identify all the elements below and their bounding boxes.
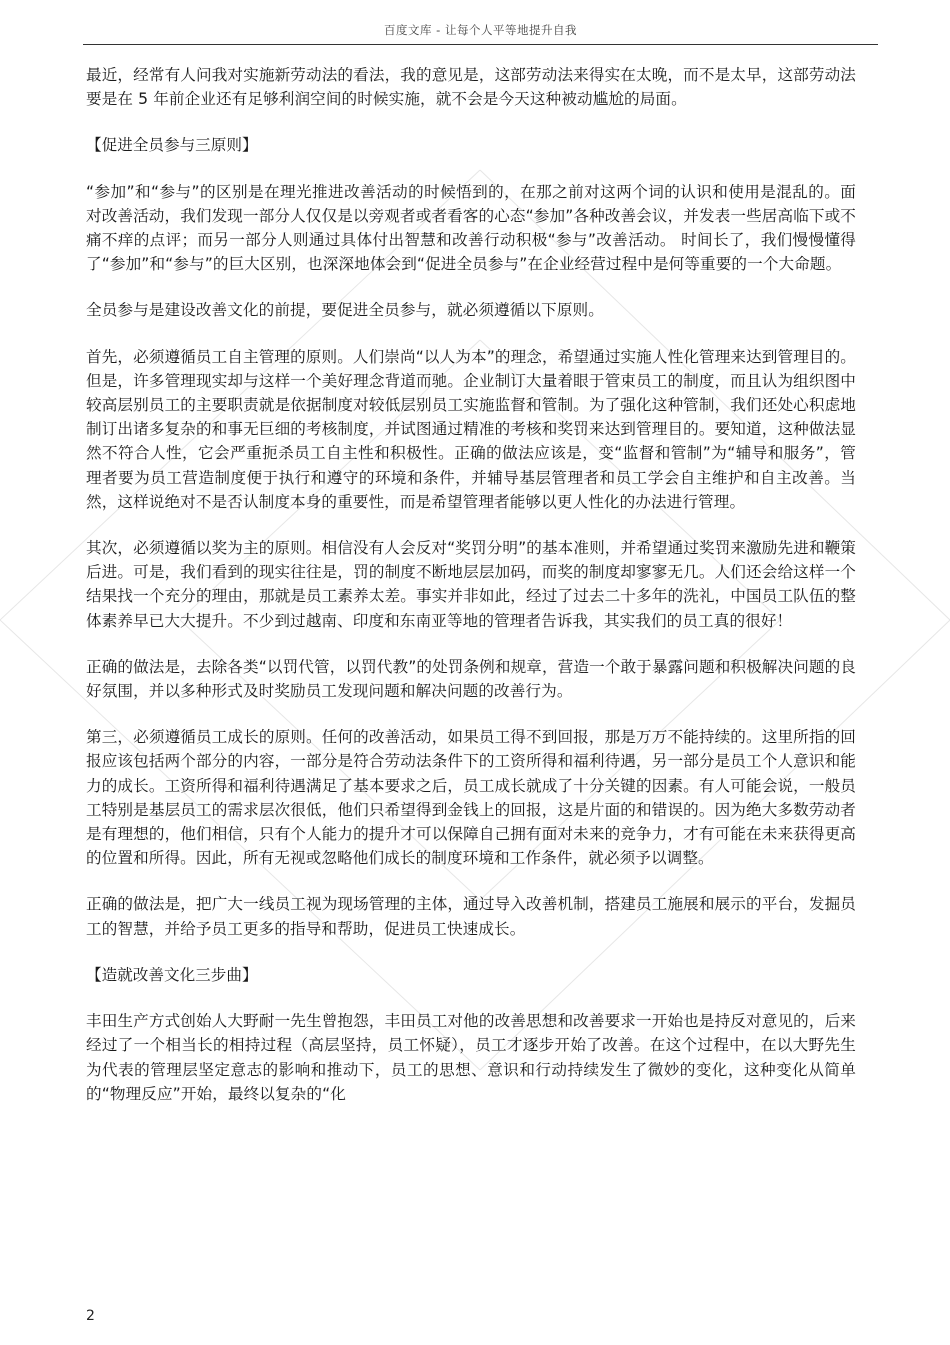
document-body (86, 63, 856, 1128)
paragraph: “参加”和“参与”的区别是在理光推进改善活动的时候悟到的，在那之前对这两个词的认识和使用是混乱的。面对改善活动，我们发现一部分人仅仅是以旁观者或者看客的心态“参加”各种改善会议，并发表一些居高临下或不痛不痒的点评；而另一部分人则通过具体付出智慧和改善行动积极“参与”改善活动。 时间长了，我们慢慢懂得了“参加”和“参与”的巨大区别，也深深地体会到“促进全员参与”在企业经营过程中是何等重要的一个大命题。 (86, 182, 856, 274)
paragraph: 第三，必须遵循员工成长的原则。任何的改善活动，如果员工得不到回报，那是万万不能持续的。这里所指的回报应该包括两个部分的内容，一部分是符合劳动法条件下的工资所得和福利待遇，另一部分是员工个人意识和能力的成长。工资所得和福利待遇满足了基本要求之后，员工成长就成了十分关键的因素。有人可能会说，一般员工特别是基层员工的需求层次很低，他们只希望得到金钱上的回报，这是片面的和错误的。因为绝大多数劳动者是有理想的，他们相信，只有个人能力的提升才可以保障自己拥有面对未来的竞争力，才有可能在未来获得更高的位置和所得。因此，所有无视或忽略他们成长的制度环境和工作条件，就必须予以调整。 (86, 728, 856, 868)
section-heading: 【造就改善文化三步曲】 (86, 965, 258, 984)
paragraph: 其次，必须遵循以奖为主的原则。相信没有人会反对“奖罚分明”的基本准则，并希望通过奖罚来激励先进和鞭策后进。可是，我们看到的现实往往是，罚的制度不断地层层加码，而奖的制度却寥寥无几。人们还会给这样一个结果找一个充分的理由，那就是员工素养太差。事实并非如此，经过了过去二十多年的洗礼，中国员工队伍的整体素养早已大大提升。不少到过越南、印度和东南亚等地的管理者告诉我，其实我们的员工真的很好！ (86, 539, 856, 630)
header-divider (83, 44, 878, 45)
page-number: 2 (86, 1308, 95, 1324)
page-header: 百度文库 - 让每个人平等地提升自我 (384, 23, 577, 37)
section-heading: 【促进全员参与三原则】 (86, 136, 258, 155)
paragraph: 首先，必须遵循员工自主管理的原则。人们崇尚“以人为本”的理念，希望通过实施人性化管理来达到管理目的。但是，许多管理现实却与这样一个美好理念背道而驰。企业制订大量着眼于管束员工的制度，而且认为组织图中较高层别员工的主要职责就是依据制度对较低层别员工实施监督和管制。为了强化这种管制，我们还处心积虑地制订出诸多复杂的和事无巨细的考核制度，并试图通过精准的考核和奖罚来达到管理目的。要知道，这种做法显然不符合人性，它会严重扼杀员工自主性和积极性。正确的做法应该是，变“监督和管制”为“辅导和服务”，管理者要为员工营造制度便于执行和遵守的环境和条件，并辅导基层管理者和员工学会自主维护和自主改善。当然，这样说绝对不是否认制度本身的重要性，而是希望管理者能够以更人性化的办法进行管理。 (86, 347, 856, 511)
paragraph: 正确的做法是，去除各类“以罚代管，以罚代教”的处罚条例和规章，营造一个敢于暴露问题和积极解决问题的良好氛围，并以多种形式及时奖励员工发现问题和解决问题的改善行为。 (86, 657, 856, 701)
paragraph: 正确的做法是，把广大一线员工视为现场管理的主体，通过导入改善机制，搭建员工施展和展示的平台，发掘员工的智慧，并给予员工更多的指导和帮助，促进员工快速成长。 (86, 895, 856, 938)
paragraph: 最近，经常有人问我对实施新劳动法的看法，我的意见是，这部劳动法来得实在太晚，而不是太早，这部劳动法要是在 5 年前企业还有足够利润空间的时候实施，就不会是今天这种被动尴尬的局面。 (86, 66, 856, 109)
paragraph: 全员参与是建设改善文化的前提，要促进全员参与，就必须遵循以下原则。 (86, 301, 604, 320)
paragraph: 丰田生产方式创始人大野耐一先生曾抱怨，丰田员工对他的改善思想和改善要求一开始也是持反对意见的，后来经过了一个相当长的相持过程（高层坚持，员工怀疑），员工才逐步开始了改善。在这个过程中，在以大野先生为代表的管理层坚定意志的影响和推动下，员工的思想、意识和行动持续发生了微妙的变化，这种变化从简单的“物理反应”开始，最终以复杂的“化 (86, 1012, 856, 1103)
